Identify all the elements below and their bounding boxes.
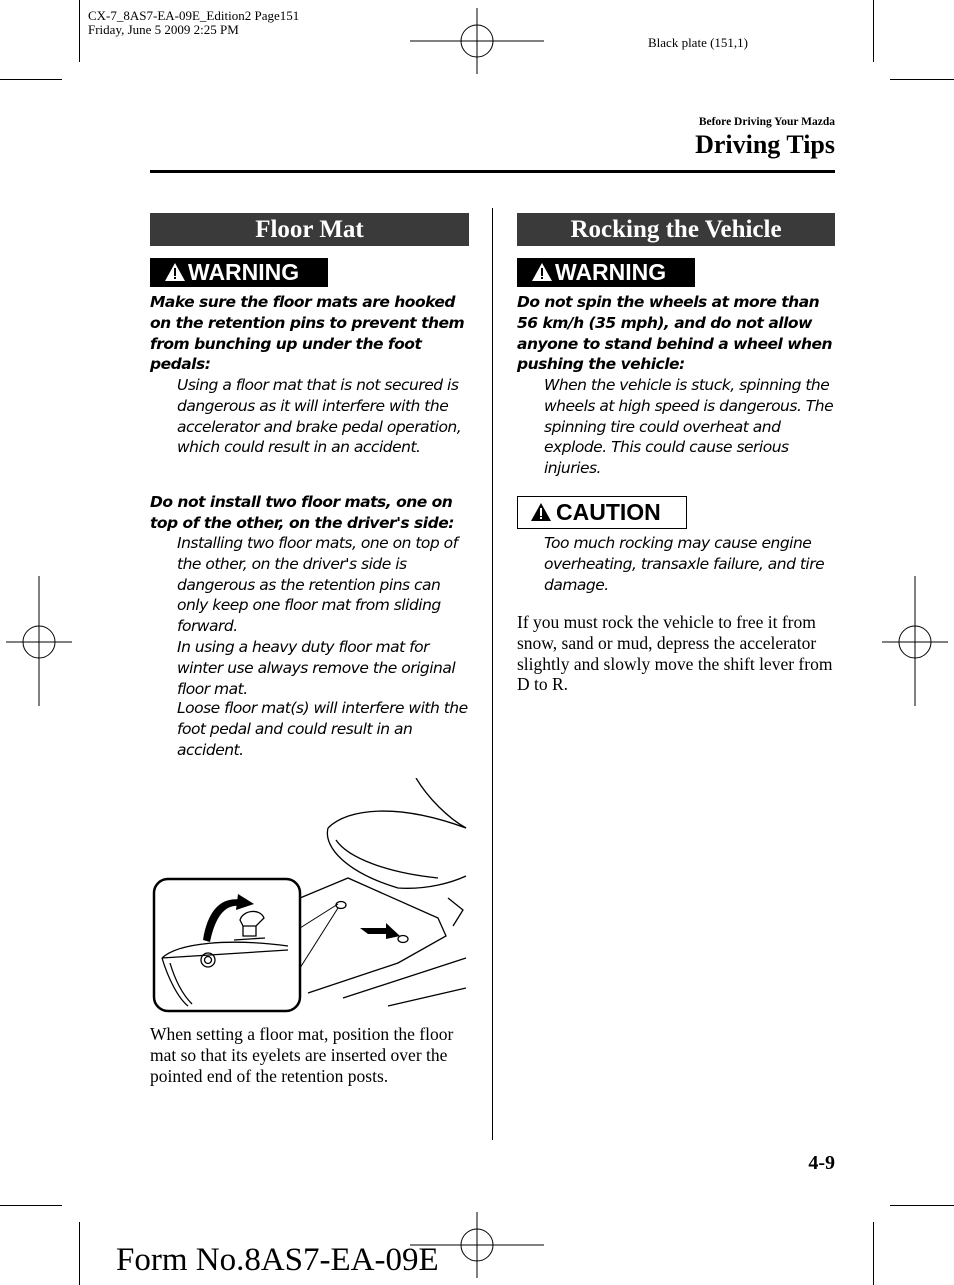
column-divider <box>492 208 493 1140</box>
caution-badge <box>517 496 687 529</box>
rocking-warning-text: When the vehicle is stuck, spinning the wheels at high speed is dangerous. The spinning tire could overheat and explode. This could cause serious injuries. <box>544 376 834 478</box>
caution-triangle-icon <box>530 502 552 522</box>
registration-mark-left <box>6 576 72 706</box>
floor-mat-title: Floor Mat <box>150 213 469 246</box>
file-info-line2: Friday, June 5 2009 2:25 PM <box>88 22 239 37</box>
form-number: Form No.8AS7-EA-09E <box>116 1242 439 1278</box>
rocking-vehicle-title: Rocking the Vehicle <box>517 213 835 246</box>
floor-mat-caption: When setting a floor mat, position the floor mat so that its eyelets are inserted over the pointed end of the retention posts. <box>150 1024 454 1086</box>
floor-mat-warning2-text3: Loose floor mat(s) will interfere with the foot pedal and could result in an accident. <box>177 699 468 759</box>
warning-badge-right <box>517 258 695 287</box>
floor-mat-illustration <box>148 778 470 1018</box>
header-rule <box>150 170 835 173</box>
file-info-line1: CX-7_8AS7-EA-09E_Edition2 Page151 <box>88 8 300 23</box>
registration-mark-right <box>882 576 948 706</box>
chapter-title: Before Driving Your Mazda <box>698 116 835 128</box>
plate-info: Black plate (151,1) <box>648 35 748 50</box>
caution-text: Too much rocking may cause engine overheating, transaxle failure, and tire damage. <box>544 534 825 594</box>
warning-triangle-icon <box>531 262 553 282</box>
section-heading: Driving Tips <box>695 130 835 159</box>
page-number: 4-9 <box>808 1152 835 1174</box>
registration-mark-top <box>410 8 544 74</box>
caution-label: CAUTION <box>556 499 661 525</box>
floor-mat-warning2-text2: In using a heavy duty floor mat for winter use always remove the original floor mat. <box>177 638 456 698</box>
warning-label: WARNING <box>555 259 667 285</box>
warning-triangle-icon <box>164 262 186 282</box>
rocking-warning-heading: Do not spin the wheels at more than 56 km/h (35 mph), and do not allow anyone to stand behind a wheel when pushing the vehicle: <box>517 293 833 374</box>
rocking-body-text: If you must rock the vehicle to free it from snow, sand or mud, depress the accelerator slightly and slowly move the shift lever from D to R. <box>517 612 833 695</box>
warning-label: WARNING <box>188 259 300 285</box>
warning-badge-left <box>150 258 328 287</box>
floor-mat-warning2-text1: Installing two floor mats, one on top of the other, on the driver's side is dangerous as the retention pins can only keep one floor mat from sliding forward. <box>177 534 458 636</box>
floor-mat-warning1-text: Using a floor mat that is not secured is dangerous as it will interfere with the accelerator and brake pedal operation, which could result in an accident. <box>177 376 462 457</box>
floor-mat-warning1-heading: Make sure the floor mats are hooked on the retention pins to prevent them from bunching up under the foot pedals: <box>150 293 465 374</box>
floor-mat-warning2-heading: Do not install two floor mats, one on top of the other, on the driver's side: <box>150 493 454 532</box>
